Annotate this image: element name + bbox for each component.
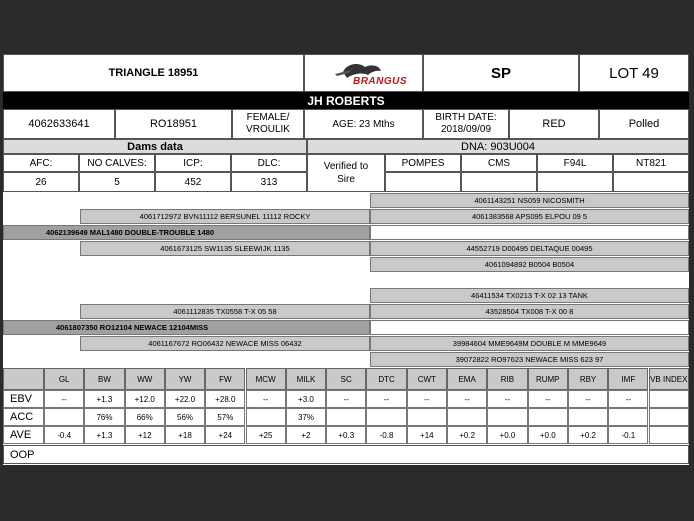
breedplan-cell bbox=[246, 408, 286, 426]
breedplan-cell: 57% bbox=[205, 408, 245, 426]
pedigree-dam-sire-sire: 46411534 TX0213 T-X 02 13 TANK bbox=[370, 288, 689, 303]
pedigree-dam-sire: 4061112835 TX0558 T-X 05 58 bbox=[80, 304, 370, 319]
verified-to-sire: Verified to Sire bbox=[307, 154, 385, 192]
breedplan-col-rib: RIB bbox=[487, 368, 527, 390]
breedplan-cell: +0.0 bbox=[528, 426, 568, 444]
breedplan-col-rby: RBY bbox=[568, 368, 608, 390]
breedplan-cell: +0.2 bbox=[447, 426, 487, 444]
breedplan-cell: +3.0 bbox=[286, 390, 326, 408]
breedplan-col-fw: FW bbox=[205, 368, 245, 390]
dams-data-label: Dams data bbox=[3, 139, 307, 154]
pedigree-blank-1 bbox=[370, 225, 689, 240]
breedplan-col-gl: GL bbox=[44, 368, 84, 390]
horn-status: Polled bbox=[599, 109, 689, 139]
pedigree-dam-dam: 4061167672 RO06432 NEWACE MISS 06432 bbox=[80, 336, 370, 351]
breedplan-cell: +1.3 bbox=[84, 390, 124, 408]
breedplan-cell: +24 bbox=[205, 426, 245, 444]
lot-number: LOT 49 bbox=[579, 54, 689, 92]
test-pompes-result bbox=[385, 172, 461, 192]
tag-number: RO18951 bbox=[115, 109, 232, 139]
breedplan-col-ema: EMA bbox=[447, 368, 487, 390]
breedplan-cell: -- bbox=[528, 390, 568, 408]
pedigree-sire-dam-dam: 4061094892 B0504 B0504 bbox=[370, 257, 689, 272]
breedplan-cell bbox=[608, 408, 648, 426]
sex: FEMALE/ VROULIK bbox=[232, 109, 304, 139]
pedigree-sire-dam-sire: 44552719 D00495 DELTAQUE 00495 bbox=[370, 241, 689, 256]
breedplan-cell bbox=[649, 426, 690, 444]
animal-name: TRIANGLE 18951 bbox=[3, 54, 304, 92]
category: SP bbox=[423, 54, 579, 92]
breedplan-cell: +25 bbox=[246, 426, 286, 444]
breedplan-cell: -- bbox=[608, 390, 648, 408]
breedplan-cell: -- bbox=[568, 390, 608, 408]
breedplan-row-acc: ACC bbox=[3, 408, 44, 426]
breedplan-cell: +1.3 bbox=[84, 426, 124, 444]
breedplan-cell: -0.4 bbox=[44, 426, 84, 444]
test-nt821-result bbox=[613, 172, 689, 192]
dlc-value: 313 bbox=[231, 172, 307, 192]
breedplan-cell: 76% bbox=[84, 408, 124, 426]
dna-number: DNA: 903U004 bbox=[307, 139, 689, 154]
pedigree-dam: 4061807350 RO12104 NEWACE 12104MISS bbox=[3, 320, 370, 335]
birth-date-label: BIRTH DATE: bbox=[435, 112, 497, 123]
breedplan-cell: -- bbox=[246, 390, 286, 408]
breedplan-cell: +12 bbox=[125, 426, 165, 444]
calves-label: NO CALVES: bbox=[79, 154, 155, 172]
pedigree-dam-dam-dam: 39072822 RO97623 NEWACE MISS 623 97 bbox=[370, 352, 689, 367]
breedplan-cell bbox=[447, 408, 487, 426]
breedplan-col-milk: MILK bbox=[286, 368, 326, 390]
breedplan-cell: +0.3 bbox=[326, 426, 366, 444]
breedplan-col-imf: IMF bbox=[608, 368, 648, 390]
test-nt821-label: NT821 bbox=[613, 154, 689, 172]
breedplan-cell bbox=[366, 408, 406, 426]
breedplan-cell: 56% bbox=[165, 408, 205, 426]
icp-label: ICP: bbox=[155, 154, 231, 172]
breedplan-col-mcw: MCW bbox=[246, 368, 286, 390]
pedigree-blank-2 bbox=[370, 320, 689, 335]
breedplan-col-vb-index: VB INDEX bbox=[649, 368, 690, 390]
breedplan-cell: +12.0 bbox=[125, 390, 165, 408]
breedplan-cell: -- bbox=[44, 390, 84, 408]
oop-label: OOP bbox=[3, 445, 689, 464]
breedplan-cell: -0.1 bbox=[608, 426, 648, 444]
colour: RED bbox=[509, 109, 599, 139]
breedplan-cell: 66% bbox=[125, 408, 165, 426]
birth-date-cell bbox=[423, 109, 509, 139]
icp-value: 452 bbox=[155, 172, 231, 192]
breedplan-cell: +28.0 bbox=[205, 390, 245, 408]
calves-value: 5 bbox=[79, 172, 155, 192]
pedigree-sire-sire: 4061712972 BVN11112 BERSUNEL 11112 ROCKY bbox=[80, 209, 370, 224]
test-cms-result bbox=[461, 172, 537, 192]
breedplan-row-ebv: EBV bbox=[3, 390, 44, 408]
breedplan-cell: -- bbox=[407, 390, 447, 408]
breedplan-cell: +0.0 bbox=[487, 426, 527, 444]
dlc-label: DLC: bbox=[231, 154, 307, 172]
breedplan-col-rump: RUMP bbox=[528, 368, 568, 390]
breedplan-row-ave: AVE bbox=[3, 426, 44, 444]
breedplan-cell: 37% bbox=[286, 408, 326, 426]
breedplan-col-cwt: CWT bbox=[407, 368, 447, 390]
test-cms-label: CMS bbox=[461, 154, 537, 172]
breedplan-cell bbox=[568, 408, 608, 426]
pedigree-sire-sire-dam: 4061383568 APS095 ELPOU 09 5 bbox=[370, 209, 689, 224]
breedplan-cell: +14 bbox=[407, 426, 447, 444]
breedplan-cell: -0.8 bbox=[366, 426, 406, 444]
pedigree-dam-dam-sire: 39984604 MME9649M DOUBLE M MME9649 bbox=[370, 336, 689, 351]
breedplan-cell bbox=[528, 408, 568, 426]
test-pompes-label: POMPES bbox=[385, 154, 461, 172]
pedigree-dam-sire-dam: 43528504 TX008 T-X 00 8 bbox=[370, 304, 689, 319]
breedplan-col-sc: SC bbox=[326, 368, 366, 390]
breedplan-cell: -- bbox=[447, 390, 487, 408]
breedplan-cell: +18 bbox=[165, 426, 205, 444]
breedplan-cell bbox=[649, 390, 690, 408]
breedplan-col-dtc: DTC bbox=[366, 368, 406, 390]
birth-date: 2018/09/09 bbox=[440, 124, 492, 135]
afc-value: 26 bbox=[3, 172, 79, 192]
breedplan-cell bbox=[487, 408, 527, 426]
breedplan-corner bbox=[3, 368, 44, 390]
breedplan-cell: -- bbox=[366, 390, 406, 408]
afc-label: AFC: bbox=[3, 154, 79, 172]
test-f94l-result bbox=[537, 172, 613, 192]
test-f94l-label: F94L bbox=[537, 154, 613, 172]
logo-text: BRANGUS bbox=[352, 75, 408, 87]
breedplan-cell: +2 bbox=[286, 426, 326, 444]
pedigree-sire-dam: 4061673125 SW1135 SLEEWIJK 1135 bbox=[80, 241, 370, 256]
owner-name: JH ROBERTS bbox=[3, 92, 689, 109]
breedplan-col-bw: BW bbox=[84, 368, 124, 390]
age: AGE: 23 Mths bbox=[304, 109, 423, 139]
breedplan-cell: +0.2 bbox=[568, 426, 608, 444]
breedplan-cell: -- bbox=[487, 390, 527, 408]
pedigree-sire: 4062139649 MAL1480 DOUBLE-TROUBLE 1480 bbox=[3, 225, 370, 240]
registration-number: 4062633641 bbox=[3, 109, 115, 139]
breedplan-col-yw: YW bbox=[165, 368, 205, 390]
breedplan-col-ww: WW bbox=[125, 368, 165, 390]
lot-sheet bbox=[3, 54, 689, 465]
breedplan-cell bbox=[326, 408, 366, 426]
breedplan-cell bbox=[407, 408, 447, 426]
pedigree-sire-sire-sire: 4061143251 NS059 NICOSMITH bbox=[370, 193, 689, 208]
breedplan-cell: +22.0 bbox=[165, 390, 205, 408]
breedplan-cell bbox=[44, 408, 84, 426]
breedplan-cell: -- bbox=[326, 390, 366, 408]
breedplan-cell bbox=[649, 408, 690, 426]
